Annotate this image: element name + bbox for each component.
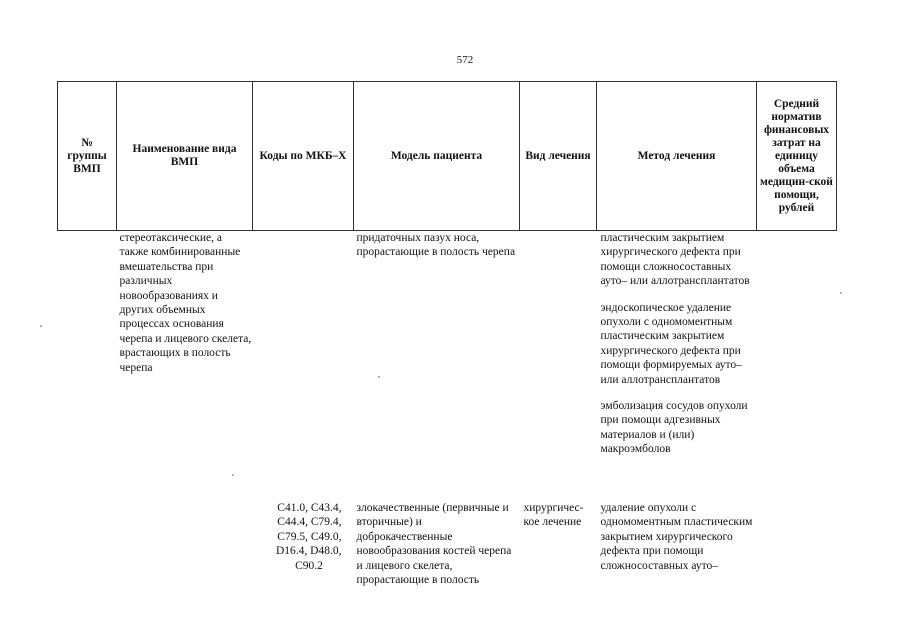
header-group-number: № группы ВМП — [58, 82, 117, 231]
scan-speck — [840, 292, 842, 294]
vmp-name-cell — [117, 501, 253, 587]
patient-model-cell: злокачественные (первичные и вторичные) и доброкачественные новообразования костей черепа и лицевого скелета, прорастающие в полость — [356, 502, 512, 587]
icd-code-line: D16.4, D48.0, — [276, 545, 342, 558]
cost-cell — [757, 501, 837, 587]
method-item: эндоскопическое удаление опухоли с одномоментным пластическим закрытием хирургического дефекта при помощи формируемых ауто– или аллотрансплантатов — [600, 301, 742, 386]
treatment-type-cell: хирургичес-кое лечение — [523, 502, 584, 529]
icd-code-line: C41.0, C43.4, — [277, 502, 342, 514]
icd-codes-cell — [253, 501, 354, 587]
icd-code-line: C90.2 — [295, 559, 323, 572]
icd-codes-cell — [253, 231, 354, 502]
header-patient-model: Модель пациента — [354, 82, 520, 231]
scan-speck — [40, 325, 42, 327]
vmp-table — [57, 81, 837, 587]
header-icd-codes: Коды по МКБ–Х — [253, 82, 354, 231]
treatment-method-cell: удаление опухоли с одномоментным пластическим закрытием хирургического дефекта при помощи сложносоставных ауто– — [600, 502, 753, 572]
cost-cell — [757, 231, 837, 502]
header-treatment-method: Метод лечения — [597, 82, 757, 231]
patient-model-cell: придаточных пазух носа, прорастающие в полость черепа — [356, 232, 516, 259]
header-average-cost: Средний норматив финансовых затрат на единицу объема медицин-ской помощи, рублей — [757, 82, 837, 231]
icd-code-line: C79.5, C49.0, — [277, 530, 342, 543]
table-row — [58, 501, 837, 587]
header-vmp-name: Наименование вида ВМП — [117, 82, 253, 231]
group-number-cell — [58, 501, 117, 587]
header-row — [58, 82, 837, 231]
group-number-cell — [58, 231, 117, 502]
method-item: пластическим закрытием хирургического дефекта при помощи сложносоставных ауто– или аллотрансплантатов — [600, 232, 750, 288]
scan-speck — [378, 376, 380, 378]
treatment-type-cell — [520, 231, 597, 502]
vmp-name-cell: стереотаксические, а также комбинированные вмешательства при различных новообразованиях и других объемных процессах основания черепа и лицевого скелета, врастающих в полость черепа — [119, 232, 252, 374]
treatment-method-cell — [597, 231, 757, 502]
page-number: 572 — [456, 54, 474, 66]
icd-code-line: C44.4, C79.4, — [277, 516, 342, 529]
method-item: эмболизация сосудов опухоли при помощи адгезивных материалов и (или) макроэмболов — [600, 400, 748, 456]
table-row — [58, 231, 837, 502]
header-treatment-type: Вид лечения — [520, 82, 597, 231]
scan-speck — [232, 474, 234, 476]
